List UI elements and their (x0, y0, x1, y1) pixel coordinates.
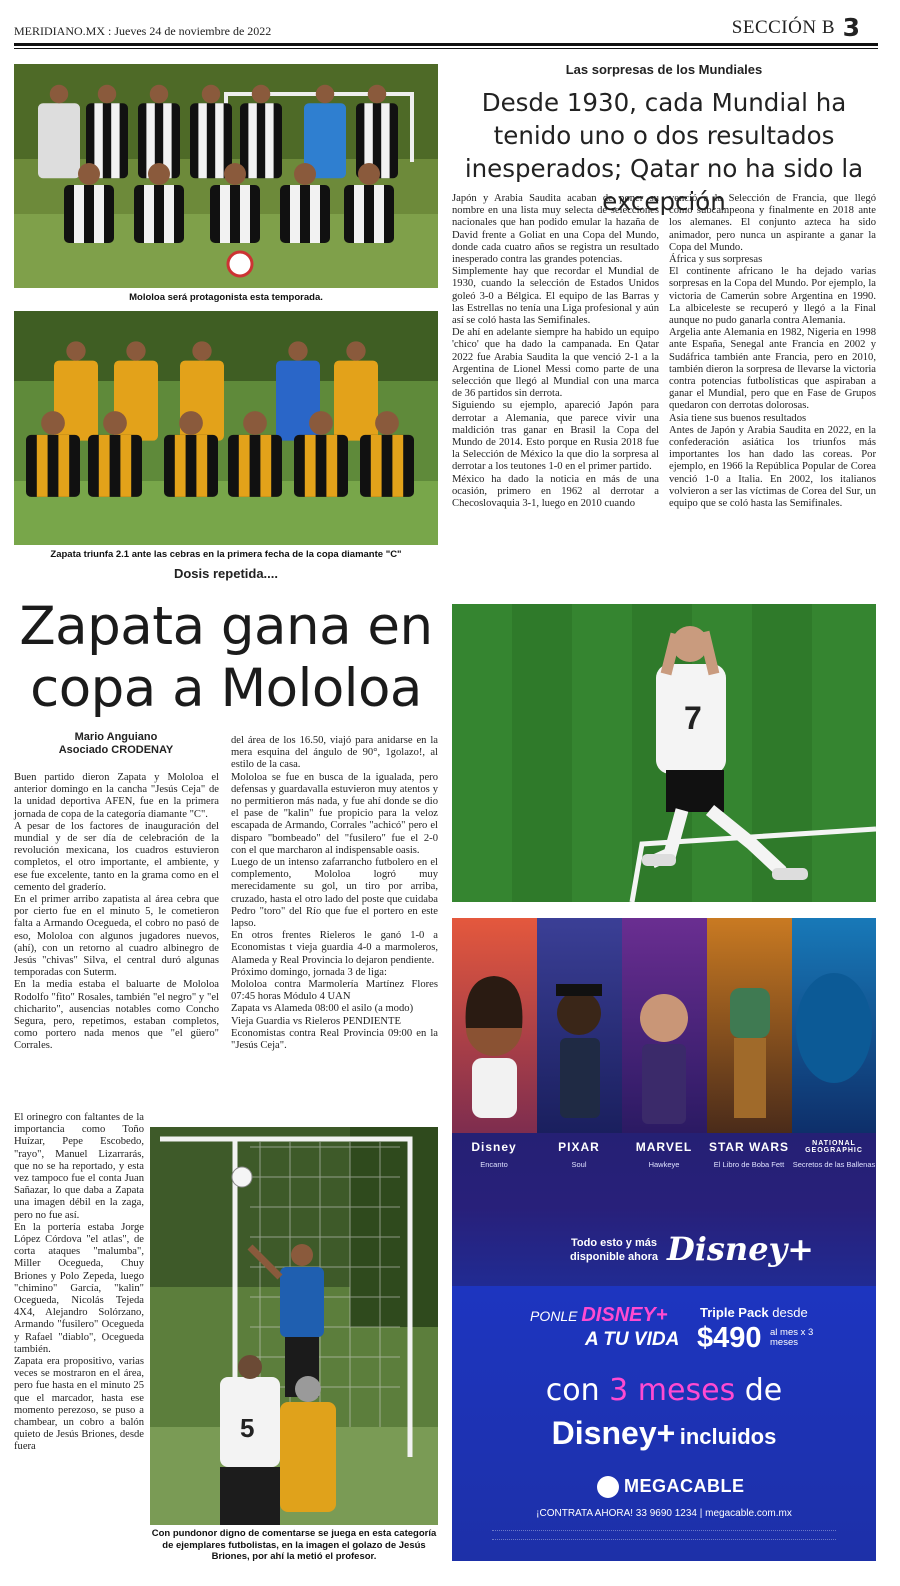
byline-author: Mario Anguiano (74, 731, 158, 743)
player-photo-graphic (452, 604, 876, 902)
story-kicker: Dosis repetida.... (173, 566, 279, 581)
paragraph: Argelia ante Alemania en 1982, Nigeria en 1998 ante España, Senegal ante Francia en 2002 y Sudáfrica también ante Francia, pero en 2010, también dieron la sorpresa de llevarse la victoria contra potencias futbolísticas que aspiraban a ganar el Mundial, pero que en Fase de Grupos quedaron con derrotas dolorosas. (669, 327, 876, 412)
paragraph: En el primer arribo zapatista al área cebra que por cierto fue en el minuto 5, le cometieron falta a Armando Ocegueda, el cobro no pasó de eso, Mololoa con algunos jugadores nuevos, (ahí), con un retorno al cuadro albinegro de Jesús "chivas" Silva, el central duró algunas temporadas con Suterm. (14, 894, 219, 979)
promo-brand: Disney+ (551, 1415, 676, 1451)
action-photo-graphic (150, 1127, 438, 1525)
brand-title: Encanto (480, 1160, 508, 1169)
paragraph: A pesar de los factores de inauguración del mundial y de ser día de celebración de la revolución mexicana, los cuadros estuvieron completos, el otro importante, el ambiente, y ese fue excelente, tanto en la grama como en el cemento del graderío. (14, 820, 219, 893)
paragraph: Economistas contra Real Provincia 09:00 en la "Jesús Ceja". (231, 1027, 438, 1052)
paragraph: Buen partido dieron Zapata y Mololoa el anterior domingo en la cancha "Jesús Ceja" de la unidad deportiva AFEN, fue en la primera jornada de copa de la categoría diamante "C". (14, 772, 219, 820)
promo-con: con (545, 1373, 600, 1408)
zapata-column-1-narrow (14, 1112, 144, 1454)
zapata-team-photo (14, 311, 438, 545)
price: $490 (697, 1322, 762, 1354)
megacable-icon (597, 1476, 619, 1498)
team-photo-graphic (14, 311, 438, 545)
brand-name: NATIONAL GEOGRAPHIC (805, 1140, 863, 1154)
brand-label (792, 1140, 876, 1169)
triple-pack-desde: desde (772, 1305, 808, 1320)
page-number: 3 (842, 13, 860, 42)
brand-name: STAR WARS (708, 1140, 790, 1154)
section-label: SECCIÓN B (731, 17, 835, 38)
megacable-logo: MEGACABLE (624, 1476, 745, 1496)
triple-pack-label: Triple Pack (700, 1305, 769, 1320)
paragraph: Mololoa contra Marmolería Martínez Flores 07:45 horas Módulo 4 UAN (231, 979, 438, 1003)
paragraph: Luego de un intenso zafarrancho futbolero en el complemento, Mololoa logró muy merecidamente su gol, un tiro por arriba, cruzado, hasta el otro lado del poste que cuidaba Pedro "toro" del Río que fue el portero en este lapso. (231, 857, 438, 930)
zapata-column-2 (231, 735, 438, 1052)
legal-fineprint (492, 1530, 836, 1540)
mundial-column-1 (452, 193, 659, 510)
paragraph: El orinegro con faltantes de la importancia como Toño Huízar, Pepe Escobedo, "rayo", Manuel Lizarrarás, que no se ha reportado, y esta vez tampoco fue el conta Juan Sañazar, lo que daba a Zapata una imagen débil en la zaga, pero no fue así. (14, 1112, 144, 1221)
promo-months: 3 meses (609, 1373, 736, 1408)
brand-title: Secretos de las Ballenas (792, 1160, 876, 1169)
paragraph: En la media estaba el baluarte de Mololoa Rodolfo "fito" Rosales, también "el negro" y "el chicharito", ausencias notables como Concho Segura, pero, repetimos, estaban completos, como portero nada menos que "el güero" Corrales. (14, 979, 219, 1052)
paragraph: Zapata vs Alameda 08:00 el asilo (a modo) (231, 1003, 414, 1015)
svg-text:7: 7 (684, 700, 702, 736)
paragraph: Próximo domingo, jornada 3 de liga: (231, 966, 387, 978)
ad-tagline: Todo esto y más disponible ahora (569, 1237, 658, 1263)
paragraph: Zapata era propositivo, varias veces se mostraron en el área, pero fue hasta en el minuto 25 que el marcador, hasta ese momento perezoso, se puso a chambear, un cobro a balón quieto de Jesús Briones, desde fuera (14, 1356, 144, 1453)
promo-de: de (744, 1373, 783, 1408)
germany-player-photo (452, 604, 876, 902)
brand-title: Hawkeye (648, 1160, 680, 1169)
svg-text:5: 5 (240, 1413, 255, 1443)
header-rule-thin (14, 48, 878, 49)
subhead: África y sus sorpresas (669, 254, 763, 266)
mundial-kicker: Las sorpresas de los Mundiales (565, 62, 763, 77)
photo-caption: Con pundonor digno de comentarse se juega en esta categoría de ejemplares futbolistas, en la imagen el golazo de Jesús Briones, por ahí la metió el profesor. (151, 1528, 437, 1562)
promo-line-1 (452, 1373, 876, 1408)
triple-pack (700, 1305, 808, 1320)
paragraph: Antes de Japón y Arabia Saudita en 2022, en la confederación asiática los triunfos más importantes los han dado las coreas. Por ejemplo, en 1966 la República Popular de Corea venció 1-0 a Italia. En 2002, los italianos volvieron a ser las víctimas de Corea del Sur, un equipo que se coló hasta las Semifinales. (669, 424, 876, 510)
paragraph: El continente africano le ha dejado varias sorpresas en la Copa del Mundo. Por ejemplo, la victoria de Camerún sobre Argentina en 1990. La albiceleste se recuperó y llegó a la Final aunque no pudo ganarla contra Alemania. (669, 266, 876, 327)
mundial-headline: Desde 1930, cada Mundial ha tenido uno o dos resultados inesperados; Qatar no ha sido la excepción (464, 88, 864, 216)
brand-name: PIXAR (558, 1140, 600, 1154)
characters-graphic (452, 918, 876, 1133)
paragraph: En otros frentes Rieleros le ganó 1-0 a Economistas t vieja guardia 4-0 a marmoleros, Alameda y Real Provincia lo dejaron pendiente. (231, 930, 438, 966)
contact-line: ¡CONTRATA AHORA! 33 9690 1234 | megacable.com.mx (536, 1508, 792, 1519)
brand-label (537, 1140, 621, 1169)
team-photo-graphic (14, 64, 438, 288)
paragraph: Mololoa se fue en busca de la igualada, pero defensas y guardavalla estuvieron muy atentos y no permitieron más nada, y fue ahí donde se dio el pase de "kalin" fue propicio para la veloz escapada de Armando, Corrales "achicó" pero el disparo "bombeado" del "fusilero" fue el 2-0 con el que marcharon al indispensable oasis. (231, 771, 438, 856)
paragraph: Siguiendo su ejemplo, apareció Japón para derrotar a Alemania, que parece vivir una maldición tras ganar en Brasil la Copa del Mundo de 2014. Esto porque en Rusia 2018 fue la Selección de México la que dio la sorpresa al derrotar a los teutones 1-0 en el primer partido. (452, 400, 659, 473)
paragraph: De ahí en adelante siempre ha habido un equipo 'chico' que ha dado la campanada. En Qatar 2022 fue Arabia Saudita la que venció 2-1 a la Argentina de Lionel Messi como parte de una selección que llegó al Mundial con una marca de 36 partidos sin derrota. (452, 327, 659, 400)
slogan-line-2: A TU VIDA (585, 1329, 680, 1350)
goal-action-photo (150, 1127, 438, 1525)
story-headline: Zapata gana en copa a Mololoa (19, 596, 433, 719)
brand-title: Soul (571, 1160, 587, 1169)
slogan-brand: DISNEY+ (581, 1304, 668, 1326)
header-rule (14, 43, 878, 46)
mololoa-team-photo (14, 64, 438, 288)
brand-label (452, 1140, 536, 1169)
mundial-column-2 (669, 193, 876, 510)
price-unit: al mes x 3 meses (770, 1327, 814, 1348)
disney-plus-advertisement (452, 918, 876, 1561)
disney-plus-logo: Disney+ (667, 1230, 814, 1268)
brand-label (707, 1140, 791, 1169)
paragraph: del área de los 16.50, viajó para anidarse en la mera esquina del ángulo de 90°, 1golazo!, al estilo de la casa. (231, 735, 438, 771)
photo-caption: Zapata triunfa 2.1 ante las cebras en la primera fecha de la copa diamante "C" (50, 549, 402, 560)
brand-label (622, 1140, 706, 1169)
slogan-prefix: PONLE (530, 1308, 578, 1324)
zapata-column-1 (14, 772, 219, 1053)
paragraph: En la portería estaba Jorge López Córdova "el atlas", de corta ataques "malumba", Miller Ocegueda, Chuy Briones y Polo Zepeda, luego "chimino" García, "kalin" Ocegueda, Nicolás Tejeda 4X4, Alejandro Solórzano, Armando "fusilero" Ocegueda y Rafael "diablo", Ocegueda también. (14, 1221, 144, 1355)
promo-included: incluidos (679, 1424, 777, 1449)
paragraph: venció a la Selección de Francia, que llegó como subcampeona y finalmente en 2018 ante los alemanes. El conjunto azteca ha sido animador, pero nunca un aspirante a ganar la Copa del Mundo. (669, 193, 876, 253)
brand-name: Disney (471, 1140, 517, 1154)
brand-title: El Libro de Boba Fett (713, 1160, 785, 1169)
masthead-date: MERIDIANO.MX : Jueves 24 de noviembre de 2022 (14, 24, 272, 38)
promo-line-2 (452, 1415, 876, 1452)
paragraph: México ha dado la noticia en más de una ocasión, primero en 1962 al derrotar a Checoslovaquia 3-1, luego en 2010 cuando (452, 473, 659, 510)
paragraph: Japón y Arabia Saudita acaban de poner su nombre en una lista muy selecta de selecciones nacionales que han podido emular la hazaña de David frente a Goliat en una Copa del Mundo, donde cada cuatro años se registra un resultado inesperado contra las grandes potencias. (452, 193, 659, 266)
photo-caption: Mololoa será protagonista esta temporada. (129, 292, 323, 303)
byline-role: Asociado CRODENAY (58, 744, 174, 756)
paragraph: Vieja Guardia vs Rieleros PENDIENTE (231, 1015, 401, 1027)
paragraph: Simplemente hay que recordar el Mundial de 1930, cuando la selección de Estados Unidos goleó 3-0 a Bélgica. El equipo de las Barras y las Estrellas no tenía una Liga profesional y aún así se coló hasta las Semifinales. (452, 266, 659, 327)
slogan-line (530, 1304, 668, 1327)
ad-character-strip (452, 918, 876, 1133)
subhead: Asia tiene sus buenos resultados (669, 412, 807, 424)
brand-name: MARVEL (635, 1140, 693, 1154)
